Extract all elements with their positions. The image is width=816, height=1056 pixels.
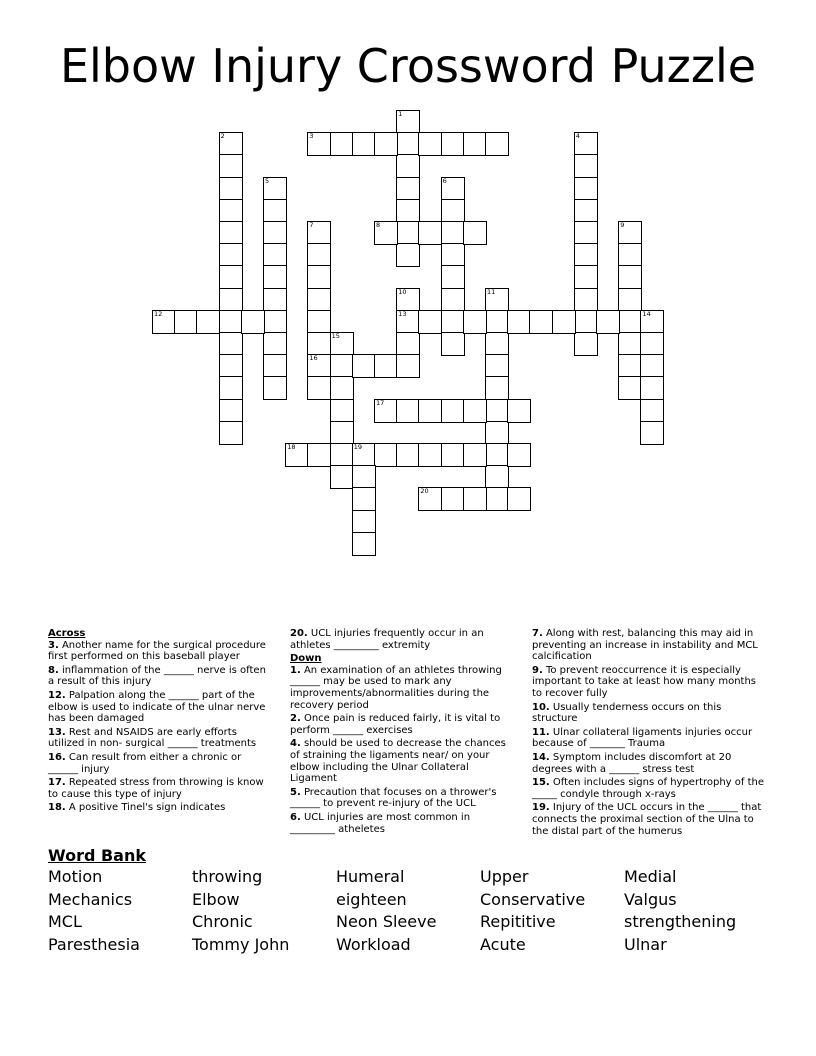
crossword-cell[interactable]	[508, 311, 530, 333]
crossword-cell[interactable]	[641, 400, 663, 422]
crossword-cell[interactable]	[375, 222, 397, 244]
clue-text: Repeated stress from throwing is know to cause this type of injury	[48, 777, 264, 800]
crossword-cell[interactable]	[220, 133, 242, 155]
crossword-cell[interactable]	[619, 244, 641, 266]
crossword-cell[interactable]	[508, 488, 530, 510]
crossword-cell[interactable]	[331, 355, 353, 377]
crossword-cell[interactable]	[575, 266, 597, 288]
crossword-cell[interactable]	[508, 400, 530, 422]
clue-number-label: 20	[420, 487, 429, 496]
crossword-cell[interactable]	[575, 222, 597, 244]
across-clue	[48, 640, 274, 663]
clue-number: 10.	[532, 701, 550, 713]
crossword-cell[interactable]	[597, 311, 619, 333]
down-clue	[290, 665, 516, 711]
down-clue	[290, 713, 516, 736]
crossword-cell[interactable]	[308, 333, 330, 355]
crossword-cell[interactable]	[442, 444, 464, 466]
crossword-cell[interactable]	[575, 311, 597, 333]
clue-number-label: 1	[398, 110, 403, 118]
clue-number: 9.	[532, 664, 543, 676]
word-bank-item: Motion	[48, 867, 103, 886]
crossword-cell[interactable]	[442, 289, 464, 311]
crossword-cell[interactable]	[264, 311, 286, 333]
crossword-cell[interactable]	[419, 133, 441, 155]
crossword-cell[interactable]	[442, 333, 464, 355]
word-bank-item: Paresthesia	[48, 934, 140, 954]
word-bank-item: Medial	[624, 867, 677, 886]
clue-number: 5.	[290, 786, 301, 798]
word-bank-item: Humeral	[336, 867, 405, 886]
clue-number: 1.	[290, 664, 301, 676]
crossword-cell[interactable]	[353, 533, 375, 555]
clue-number: 14.	[532, 751, 550, 763]
clue-text: Often includes signs of hypertrophy of the _____ condyle through x-rays	[532, 777, 765, 800]
crossword-cell[interactable]	[220, 422, 242, 444]
crossword-cell[interactable]	[220, 289, 242, 311]
clue-number: 15.	[532, 777, 550, 789]
clue-number: 18.	[48, 802, 66, 814]
clue-text: inflammation of the ______ nerve is often a result of this injury	[48, 664, 266, 688]
crossword-cell[interactable]	[486, 466, 508, 488]
down-clue-list	[532, 628, 768, 837]
crossword-cell[interactable]	[397, 178, 419, 200]
clue-text: UCL injuries frequently occur in an athletes _________ extremity	[290, 628, 484, 651]
crossword-cell[interactable]	[641, 333, 663, 355]
across-clue	[48, 752, 274, 775]
crossword-cell[interactable]	[397, 444, 419, 466]
across-clue	[48, 727, 274, 750]
clue-number: 8.	[48, 664, 59, 676]
clue-number: 12.	[48, 689, 66, 701]
crossword-cell[interactable]	[264, 222, 286, 244]
page-title: Elbow Injury Crossword Puzzle	[59, 39, 757, 93]
crossword-cell[interactable]	[508, 444, 530, 466]
down-clue	[532, 665, 768, 700]
clue-number-label: 15	[331, 332, 340, 340]
crossword-cell[interactable]	[331, 333, 353, 355]
crossword-cell[interactable]	[220, 266, 242, 288]
across-clue	[48, 802, 274, 814]
crossword-cell[interactable]	[442, 266, 464, 288]
crossword-cell[interactable]	[486, 422, 508, 444]
crossword-cell[interactable]	[619, 266, 641, 288]
clue-number-label: 6	[442, 176, 447, 185]
clue-text: Ulnar collateral ligaments injuries occur because of _______ Trauma	[532, 726, 753, 750]
crossword-cell[interactable]	[641, 355, 663, 377]
crossword-cell[interactable]	[442, 200, 464, 222]
across-clue-list	[48, 640, 274, 814]
crossword-cell[interactable]	[553, 311, 575, 333]
clue-text: should be used to decrease the chances of straining the ligaments near/ on your elbow including the Ulnar Collateral Ligament	[290, 738, 506, 785]
clue-text: Once pain is reduced fairly, it is vital to perform ______ exercises	[290, 713, 501, 736]
clue-number-label: 10	[398, 287, 407, 296]
crossword-cell[interactable]	[464, 133, 486, 155]
crossword-cell[interactable]	[442, 178, 464, 200]
crossword-cell[interactable]	[308, 377, 330, 399]
word-bank-item: Repititive	[480, 912, 556, 931]
word-bank-item: MCL	[48, 912, 82, 931]
crossword-cell[interactable]	[486, 444, 508, 466]
crossword-cell[interactable]	[486, 355, 508, 377]
crossword-cell[interactable]	[264, 178, 286, 200]
crossword-cell[interactable]	[641, 377, 663, 399]
crossword-cell[interactable]	[442, 400, 464, 422]
clue-number: 3.	[48, 639, 59, 651]
word-bank-item: Conservative	[480, 889, 586, 909]
crossword-cell[interactable]	[486, 311, 508, 333]
crossword-cell[interactable]	[331, 400, 353, 422]
word-bank-item: strengthening	[624, 912, 737, 931]
clue-number-label: 9	[620, 221, 625, 229]
crossword-cell[interactable]	[575, 244, 597, 266]
crossword-cell[interactable]	[353, 133, 375, 155]
crossword-cell[interactable]	[442, 222, 464, 244]
crossword-cell[interactable]	[397, 311, 419, 333]
crossword-cell[interactable]	[220, 377, 242, 399]
word-bank-item: Chronic	[192, 912, 253, 931]
crossword-cell[interactable]	[464, 222, 486, 244]
clue-number-label: 17	[376, 398, 385, 407]
crossword-cell[interactable]	[619, 289, 641, 311]
word-bank-item: eighteen	[336, 889, 407, 909]
crossword-cell[interactable]	[419, 400, 441, 422]
clue-text: A positive Tinel's sign indicates	[65, 802, 226, 814]
across-clue	[48, 777, 274, 800]
crossword-cell[interactable]	[486, 289, 508, 311]
clue-text: To prevent reoccurrence it is especially important to take at least how many months to recover fully	[532, 664, 756, 699]
crossword-cell[interactable]	[619, 333, 641, 355]
clue-number-label: 12	[154, 309, 163, 318]
clue-number-label: 4	[575, 132, 580, 141]
crossword-cell[interactable]	[397, 333, 419, 355]
crossword-cell[interactable]	[308, 266, 330, 288]
crossword-cell[interactable]	[264, 266, 286, 288]
down-clue	[290, 787, 516, 810]
crossword-cell[interactable]	[308, 355, 330, 377]
down-heading: Down	[290, 653, 322, 665]
clues-column-3	[532, 628, 768, 839]
crossword-cell[interactable]	[486, 488, 508, 510]
word-bank-item: Valgus	[624, 889, 677, 909]
crossword-cell[interactable]	[464, 488, 486, 510]
crossword-cell[interactable]	[464, 444, 486, 466]
crossword-cell[interactable]	[419, 488, 441, 510]
down-clue	[532, 777, 768, 800]
clue-text: Rest and NSAIDS are early efforts utilized in non- surgical ______ treatments	[48, 726, 257, 750]
crossword-cell[interactable]	[220, 333, 242, 355]
clue-number-label: 11	[487, 287, 496, 296]
crossword-cell[interactable]	[220, 400, 242, 422]
crossword-cell[interactable]	[486, 133, 508, 155]
word-bank-title: Word Bank	[48, 846, 147, 865]
down-clue	[532, 752, 768, 775]
crossword-cell[interactable]	[308, 133, 330, 155]
crossword-cell[interactable]	[575, 200, 597, 222]
crossword-cell[interactable]	[331, 466, 353, 488]
clue-number: 2.	[290, 713, 301, 725]
clue-number-label: 18	[287, 443, 296, 451]
crossword-cell[interactable]	[397, 244, 419, 266]
crossword-cell[interactable]	[331, 422, 353, 444]
crossword-cell[interactable]	[486, 333, 508, 355]
crossword-cell[interactable]	[419, 311, 441, 333]
crossword-cell[interactable]	[375, 133, 397, 155]
crossword-cell[interactable]	[242, 311, 264, 333]
word-bank-item: throwing	[192, 867, 263, 886]
crossword-cell[interactable]	[375, 400, 397, 422]
crossword-cell[interactable]	[442, 488, 464, 510]
crossword-cell[interactable]	[353, 466, 375, 488]
crossword-cell[interactable]	[264, 377, 286, 399]
crossword-cell[interactable]	[575, 333, 597, 355]
crossword-cell[interactable]	[442, 311, 464, 333]
clue-number-label: 7	[309, 221, 314, 229]
crossword-cell[interactable]	[486, 377, 508, 399]
crossword-cell[interactable]	[308, 444, 330, 466]
crossword-cell[interactable]	[397, 155, 419, 177]
crossword-cell[interactable]	[220, 155, 242, 177]
across-heading: Across	[48, 628, 86, 639]
crossword-cell[interactable]	[575, 133, 597, 155]
crossword-cell[interactable]	[375, 355, 397, 377]
crossword-cell[interactable]	[264, 289, 286, 311]
clue-text: Can result from either a chronic or ______ injury	[48, 751, 242, 775]
down-clue	[532, 702, 768, 725]
crossword-cell[interactable]	[619, 355, 641, 377]
word-bank-item: Acute	[480, 934, 526, 954]
crossword-cell[interactable]	[530, 311, 552, 333]
crossword-cell[interactable]	[308, 222, 330, 244]
clue-text: An examination of an athletes throwing ______ may be used to mark any improvements/abnormalities during the recovery period	[290, 664, 502, 711]
clue-number-label: 5	[265, 176, 270, 185]
crossword-cell[interactable]	[397, 289, 419, 311]
clue-text: Palpation along the ______ part of the elbow is used to indicate of the ulnar nerve has been damaged	[48, 689, 266, 725]
crossword-cell[interactable]	[353, 511, 375, 533]
crossword-cell[interactable]	[264, 333, 286, 355]
clues-column-2	[290, 628, 516, 837]
crossword-cell[interactable]	[264, 200, 286, 222]
crossword-cell[interactable]	[264, 355, 286, 377]
across-clue	[48, 690, 274, 725]
crossword-cell[interactable]	[419, 222, 441, 244]
down-clue	[532, 727, 768, 750]
crossword-cell[interactable]	[397, 111, 419, 133]
crossword-cell[interactable]	[397, 200, 419, 222]
word-bank-item: Workload	[336, 934, 411, 954]
clue-number: 16.	[48, 751, 66, 763]
crossword-cell[interactable]	[575, 155, 597, 177]
crossword-cell[interactable]	[197, 311, 219, 333]
crossword-cell[interactable]	[353, 488, 375, 510]
crossword-cell[interactable]	[220, 244, 242, 266]
clue-number: 11.	[532, 726, 550, 738]
word-bank-item: Ulnar	[624, 934, 667, 954]
clue-text: Along with rest, balancing this may aid in preventing an increase in instability and MCL calcification	[532, 628, 758, 663]
crossword-cell[interactable]	[308, 311, 330, 333]
crossword-cell[interactable]	[375, 444, 397, 466]
crossword-cell[interactable]	[220, 355, 242, 377]
clue-text: Another name for the surgical procedure first performed on this baseball player	[48, 639, 266, 663]
crossword-cell[interactable]	[153, 311, 175, 333]
crossword-cell[interactable]	[397, 355, 419, 377]
clues-column-1	[48, 628, 274, 816]
crossword-cell[interactable]	[442, 133, 464, 155]
crossword-cell[interactable]	[220, 200, 242, 222]
clue-number-label: 8	[376, 221, 381, 229]
crossword-cell[interactable]	[286, 444, 308, 466]
clue-number: 6.	[290, 811, 301, 823]
clue-number: 7.	[532, 628, 543, 639]
clue-number: 4.	[290, 738, 301, 750]
down-clue-list	[290, 665, 516, 835]
crossword-cell[interactable]	[397, 222, 419, 244]
crossword-cell[interactable]	[464, 400, 486, 422]
clue-number-label: 3	[309, 132, 314, 141]
crossword-cell[interactable]	[331, 133, 353, 155]
across-clue	[48, 665, 274, 688]
clue-number: 13.	[48, 726, 66, 738]
crossword-cell[interactable]	[264, 244, 286, 266]
clue-text: Usually tenderness occurs on this structure	[532, 701, 722, 725]
crossword-cell[interactable]	[220, 311, 242, 333]
down-clue	[290, 738, 516, 784]
word-bank-item: Upper	[480, 867, 529, 886]
crossword-cell[interactable]	[641, 311, 663, 333]
clue-number-label: 16	[309, 354, 318, 363]
crossword-cell[interactable]	[619, 311, 641, 333]
crossword-cell[interactable]	[331, 377, 353, 399]
clue-number: 17.	[48, 777, 66, 789]
clue-text: Injury of the UCL occurs in the ______ that connects the proximal section of the Ulna to the distal part of the humerus	[532, 802, 762, 837]
crossword-cell[interactable]	[575, 289, 597, 311]
clue-number-label: 14	[642, 309, 651, 318]
crossword-cell[interactable]	[575, 178, 597, 200]
crossword-cell[interactable]	[308, 289, 330, 311]
clue-number-label: 2	[220, 132, 225, 141]
crossword-cell[interactable]	[619, 222, 641, 244]
word-bank-item: Tommy John	[192, 934, 290, 954]
clue-text: Precaution that focuses on a thrower's ______ to prevent re-injury of the UCL	[290, 786, 497, 810]
crossword-cell[interactable]	[175, 311, 197, 333]
crossword-cell[interactable]	[442, 244, 464, 266]
word-bank-item: Neon Sleeve	[336, 912, 437, 931]
crossword-cell[interactable]	[397, 133, 419, 155]
clue-number: 20.	[290, 628, 308, 639]
across-clue	[290, 628, 516, 651]
down-clue	[532, 628, 768, 663]
word-bank	[48, 867, 768, 955]
crossword-cell[interactable]	[331, 444, 353, 466]
crossword-cell[interactable]	[486, 400, 508, 422]
crossword-cell[interactable]	[308, 244, 330, 266]
crossword-cell[interactable]	[464, 311, 486, 333]
crossword-cell[interactable]	[220, 178, 242, 200]
down-clue	[532, 802, 768, 837]
crossword-cell[interactable]	[641, 422, 663, 444]
word-bank-item: Mechanics	[48, 889, 133, 909]
crossword-cell[interactable]	[619, 377, 641, 399]
word-bank-item: Elbow	[192, 889, 240, 909]
clue-number: 19.	[532, 802, 550, 814]
clue-number-label: 13	[398, 309, 407, 318]
clue-number-label: 19	[353, 443, 363, 451]
clue-text: Symptom includes discomfort at 20 degrees with a ______ stress test	[532, 751, 732, 775]
crossword-cell[interactable]	[220, 222, 242, 244]
crossword-cell[interactable]	[419, 444, 441, 466]
crossword-cell[interactable]	[353, 444, 375, 466]
crossword-cell[interactable]	[353, 355, 375, 377]
down-clue	[290, 812, 516, 835]
clue-text: UCL injuries are most common in _________ atheletes	[290, 811, 471, 835]
crossword-cell[interactable]	[397, 400, 419, 422]
